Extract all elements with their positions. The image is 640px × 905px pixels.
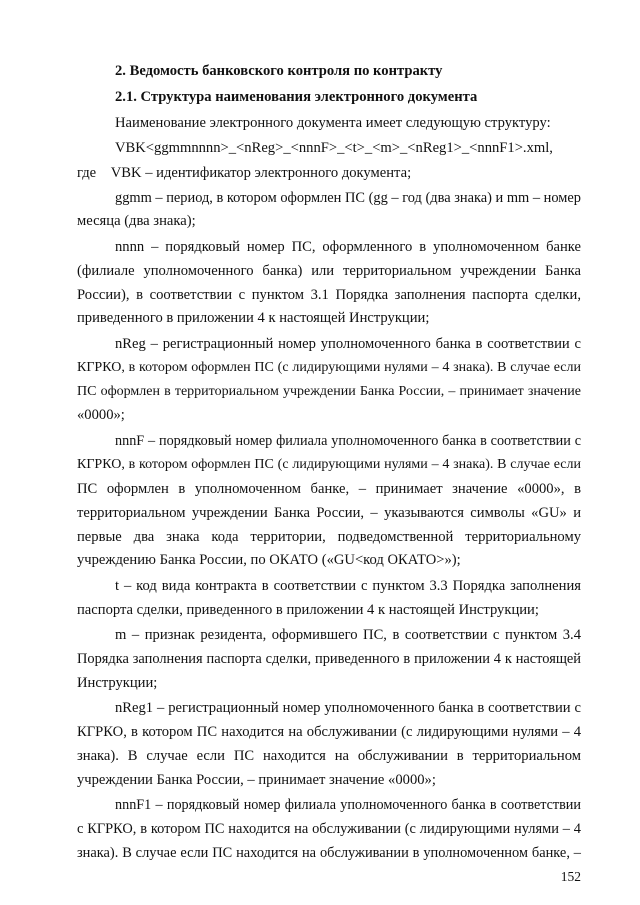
- text-line: (филиале уполномоченного банка) или территориальном учреждении Банка: [77, 263, 581, 279]
- text-line: с КГРКО, в котором ПС находится на обслуживании (с лидирующими нулями – 4: [77, 821, 581, 837]
- text-line: nnnn – порядковый номер ПС, оформленного в уполномоченном банке: [115, 239, 581, 255]
- text-line: знака). В случае если ПС находится на обслуживании в территориальном: [77, 748, 581, 764]
- text-line: учреждении Банка России, – принимает значение «0000»;: [77, 772, 436, 788]
- text-line: учреждению Банка России, по ОКАТО («GU<код ОКАТО>»);: [77, 552, 461, 568]
- text-line: знака). В случае если ПС находится на обслуживании в уполномоченном банке, –: [77, 845, 581, 861]
- text-line: паспорта сделки, приведенного в приложении 4 к настоящей Инструкции;: [77, 602, 539, 618]
- text-line: где VBK – идентификатор электронного документа;: [77, 165, 412, 181]
- text-line: приведенного в приложении 4 к настоящей Инструкции;: [77, 310, 430, 326]
- page-number: 152: [560, 869, 581, 884]
- text-line: nnnF1 – порядковый номер филиала уполномоченного банка в соответствии: [115, 797, 581, 813]
- subsection-title: 2.1. Структура наименования электронного документа: [115, 89, 478, 105]
- text-line: первые два знака кода территории, подведомственной территориальному: [77, 529, 581, 545]
- text-line: «0000»;: [77, 407, 125, 423]
- text-line: месяца (два знака);: [77, 213, 196, 229]
- text-line: nReg1 – регистрационный номер уполномоченного банка в соответствии с: [115, 700, 581, 716]
- text-line: nReg – регистрационный номер уполномоченного банка в соответствии с: [115, 336, 581, 352]
- text-line: nnnF – порядковый номер филиала уполномоченного банка в соответствии с: [115, 433, 581, 449]
- text-line: КГРКО, в котором ПС находится на обслуживании (с лидирующими нулями – 4: [77, 724, 581, 740]
- text-line: КГРКО, в котором оформлен ПС (с лидирующими нулями – 4 знака). В случае если: [77, 457, 581, 472]
- text-line: ПС оформлен в уполномоченном банке, – принимает значение «0000», в: [77, 481, 581, 497]
- text-line: t – код вида контракта в соответствии с пунктом 3.3 Порядка заполнения: [115, 578, 581, 594]
- text-line: ПС оформлен в территориальном учреждении Банка России, – принимает значение: [77, 384, 581, 399]
- text-line: m – признак резидента, оформившего ПС, в соответствии с пунктом 3.4: [115, 627, 581, 643]
- text-line: Инструкции;: [77, 675, 158, 691]
- text-line: Порядка заполнения паспорта сделки, приведенного в приложении 4 к настоящей: [77, 651, 581, 667]
- text-line: КГРКО, в котором оформлен ПС (с лидирующими нулями – 4 знака). В случае если: [77, 360, 581, 375]
- text-line: территориальном учреждении Банка России, – указываются символы «GU» и: [77, 505, 581, 521]
- text-line: VBK<ggmmnnnn>_<nReg>_<nnnF>_<t>_<m>_<nReg1>_<nnnF1>.xml,: [115, 140, 553, 156]
- text-line: России), в соответствии с пунктом 3.1 Порядка заполнения паспорта сделки,: [77, 287, 581, 303]
- section-title: 2. Ведомость банковского контроля по контракту: [115, 63, 443, 79]
- text-line: Наименование электронного документа имеет следующую структуру:: [115, 115, 551, 131]
- text-line: ggmm – период, в котором оформлен ПС (gg – год (два знака) и mm – номер: [115, 190, 581, 206]
